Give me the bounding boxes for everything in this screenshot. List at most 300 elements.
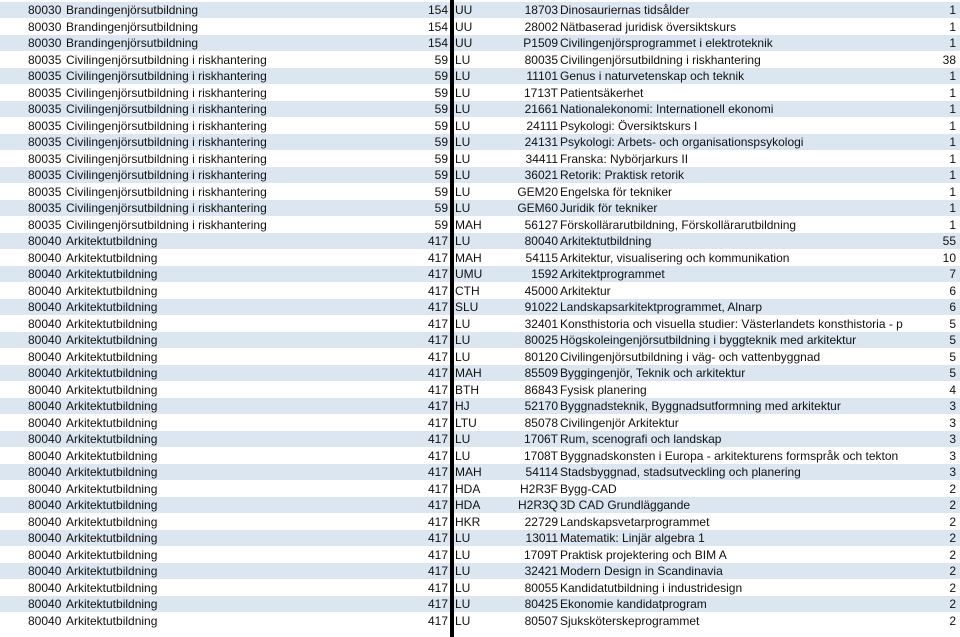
count-cell: 2 <box>949 481 956 496</box>
university-cell: LU <box>455 333 471 347</box>
program-name-cell: Arkitektutbildning <box>66 564 158 578</box>
program-code-cell: 80035 <box>28 168 62 182</box>
table-row <box>0 151 960 167</box>
program-name-cell: Arkitektutbildning <box>66 234 158 248</box>
program-name-cell: Civilingenjörsutbildning i riskhantering <box>66 135 267 149</box>
table-row <box>0 299 960 315</box>
program-total-cell: 417 <box>427 349 448 364</box>
course-name-cell: Fysisk planering <box>560 382 647 397</box>
table-row <box>0 52 960 68</box>
program-total-cell: 417 <box>427 448 448 463</box>
course-code-cell: 22729 <box>524 514 558 529</box>
program-name-cell: Arkitektutbildning <box>66 481 158 496</box>
table-row <box>0 2 960 18</box>
course-name-cell: Högskoleingenjörsutbildning i byggteknik med arkitektur <box>560 333 857 347</box>
program-code-cell: 80035 <box>28 118 62 133</box>
course-name-cell: Retorik: Praktisk retorik <box>560 168 685 182</box>
university-cell: LU <box>455 168 471 182</box>
university-cell: LU <box>455 102 471 116</box>
program-total-cell: 417 <box>427 531 448 545</box>
course-name-cell: Sjuksköterskeprogrammet <box>560 613 700 628</box>
count-cell: 7 <box>949 267 956 281</box>
count-cell: 2 <box>949 514 956 529</box>
program-name-cell: Arkitektutbildning <box>66 547 158 562</box>
program-total-cell: 417 <box>427 498 448 512</box>
course-code-cell: 1708T <box>523 448 558 463</box>
course-code-cell: H2R3Q <box>517 498 558 512</box>
program-code-cell: 80040 <box>28 234 62 248</box>
university-cell: LU <box>455 69 471 83</box>
program-name-cell: Civilingenjörsutbildning i riskhantering <box>66 69 267 83</box>
program-name-cell: Arkitektutbildning <box>66 382 158 397</box>
program-total-cell: 59 <box>434 217 448 232</box>
table-row <box>0 415 960 431</box>
count-cell: 1 <box>949 201 956 215</box>
table-row <box>0 35 960 51</box>
program-code-cell: 80035 <box>28 151 62 166</box>
table-row <box>0 233 960 249</box>
program-code-cell: 80040 <box>28 432 62 446</box>
program-total-cell: 417 <box>427 382 448 397</box>
table-row <box>0 167 960 183</box>
table-row <box>0 134 960 150</box>
table-row <box>0 563 960 579</box>
program-total-cell: 417 <box>427 547 448 562</box>
course-code-cell: 52170 <box>524 399 558 413</box>
university-cell: LU <box>455 118 471 133</box>
table-row <box>0 68 960 84</box>
program-code-cell: 80040 <box>28 250 62 265</box>
course-name-cell: Psykologi: Arbets- och organisationspsykologi <box>560 135 804 149</box>
course-code-cell: 80055 <box>524 580 558 595</box>
program-total-cell: 417 <box>427 481 448 496</box>
count-cell: 3 <box>949 432 956 446</box>
table-row <box>0 382 960 398</box>
program-total-cell: 417 <box>427 432 448 446</box>
program-code-cell: 80040 <box>28 498 62 512</box>
university-cell: LU <box>455 151 471 166</box>
program-code-cell: 80030 <box>28 36 62 50</box>
course-name-cell: Civilingenjörsutbildning i riskhantering <box>560 52 761 67</box>
program-total-cell: 417 <box>427 333 448 347</box>
university-cell: LU <box>455 201 471 215</box>
table-row <box>0 349 960 365</box>
count-cell: 5 <box>949 366 956 380</box>
program-name-cell: Arkitektutbildning <box>66 531 158 545</box>
program-name-cell: Arkitektutbildning <box>66 283 158 298</box>
program-code-cell: 80040 <box>28 333 62 347</box>
program-name-cell: Brandingenjörsutbildning <box>66 36 199 50</box>
program-name-cell: Civilingenjörsutbildning i riskhantering <box>66 184 267 199</box>
course-name-cell: Byggingenjör, Teknik och arkitektur <box>560 366 746 380</box>
count-cell: 2 <box>949 498 956 512</box>
table-row <box>0 118 960 134</box>
count-cell: 2 <box>949 564 956 578</box>
table-row <box>0 266 960 282</box>
table-row <box>0 398 960 414</box>
course-name-cell: Modern Design in Scandinavia <box>560 564 723 578</box>
university-cell: SLU <box>455 300 479 314</box>
program-name-cell: Civilingenjörsutbildning i riskhantering <box>66 201 267 215</box>
course-name-cell: Stadsbyggnad, stadsutveckling och planering <box>560 465 801 479</box>
program-code-cell: 80035 <box>28 102 62 116</box>
university-cell: LU <box>455 52 471 67</box>
program-name-cell: Arkitektutbildning <box>66 613 158 628</box>
program-name-cell: Arkitektutbildning <box>66 415 158 430</box>
program-code-cell: 80030 <box>28 3 62 17</box>
count-cell: 3 <box>949 465 956 479</box>
program-name-cell: Arkitektutbildning <box>66 580 158 595</box>
course-code-cell: 24131 <box>524 135 558 149</box>
program-code-cell: 80035 <box>28 69 62 83</box>
university-cell: UMU <box>455 267 483 281</box>
course-code-cell: H2R3F <box>519 481 558 496</box>
count-cell: 5 <box>949 333 956 347</box>
count-cell: 2 <box>949 613 956 628</box>
program-code-cell: 80040 <box>28 564 62 578</box>
table-row <box>0 101 960 117</box>
course-name-cell: Konsthistoria och visuella studier: Västerlandets konsthistoria - p <box>560 316 903 331</box>
program-total-cell: 417 <box>427 580 448 595</box>
program-code-cell: 80040 <box>28 465 62 479</box>
count-cell: 1 <box>949 184 956 199</box>
university-cell: HDA <box>455 481 481 496</box>
table-row <box>0 250 960 266</box>
program-name-cell: Arkitektutbildning <box>66 498 158 512</box>
program-name-cell: Arkitektutbildning <box>66 349 158 364</box>
program-name-cell: Civilingenjörsutbildning i riskhantering <box>66 151 267 166</box>
course-name-cell: Landskapsarkitektprogrammet, Alnarp <box>560 300 763 314</box>
table-row <box>0 547 960 563</box>
course-name-cell: Bygg-CAD <box>560 481 617 496</box>
university-cell: HKR <box>455 514 481 529</box>
program-code-cell: 80035 <box>28 217 62 232</box>
course-code-cell: GEM60 <box>517 201 558 215</box>
course-name-cell: Dinosauriernas tidsålder <box>560 3 690 17</box>
university-cell: LU <box>455 135 471 149</box>
course-code-cell: 80035 <box>524 52 558 67</box>
program-code-cell: 80040 <box>28 481 62 496</box>
program-name-cell: Arkitektutbildning <box>66 250 158 265</box>
program-name-cell: Civilingenjörsutbildning i riskhantering <box>66 168 267 182</box>
course-name-cell: Ekonomie kandidatprogram <box>560 597 707 611</box>
program-total-cell: 417 <box>427 234 448 248</box>
program-total-cell: 59 <box>434 102 448 116</box>
program-total-cell: 154 <box>427 36 448 50</box>
table-row <box>0 332 960 348</box>
table-row <box>0 580 960 596</box>
program-name-cell: Civilingenjörsutbildning i riskhantering <box>66 52 267 67</box>
program-name-cell: Brandingenjörsutbildning <box>66 3 199 17</box>
university-cell: LU <box>455 613 471 628</box>
count-cell: 4 <box>949 382 956 397</box>
program-code-cell: 80040 <box>28 349 62 364</box>
table-row <box>0 530 960 546</box>
university-cell: HJ <box>455 399 470 413</box>
university-cell: BTH <box>455 382 479 397</box>
program-total-cell: 417 <box>427 267 448 281</box>
program-name-cell: Brandingenjörsutbildning <box>66 19 199 34</box>
course-code-cell: 11101 <box>526 69 558 83</box>
count-cell: 3 <box>949 448 956 463</box>
course-code-cell: 80507 <box>524 613 558 628</box>
program-code-cell: 80035 <box>28 135 62 149</box>
course-name-cell: Civilingenjör Arkitektur <box>560 415 679 430</box>
course-code-cell: 32401 <box>524 316 558 331</box>
program-name-cell: Arkitektutbildning <box>66 366 158 380</box>
program-name-cell: Arkitektutbildning <box>66 514 158 529</box>
table-row <box>0 448 960 464</box>
program-total-cell: 154 <box>427 3 448 17</box>
program-name-cell: Civilingenjörsutbildning i riskhantering <box>66 217 267 232</box>
course-code-cell: 85078 <box>524 415 558 430</box>
university-cell: MAH <box>455 217 482 232</box>
table-row <box>0 283 960 299</box>
program-name-cell: Arkitektutbildning <box>66 399 158 413</box>
course-name-cell: Arkitektutbildning <box>560 234 652 248</box>
table-row <box>0 217 960 233</box>
count-cell: 10 <box>942 250 956 265</box>
program-total-cell: 417 <box>427 366 448 380</box>
table-row <box>0 184 960 200</box>
program-name-cell: Civilingenjörsutbildning i riskhantering <box>66 85 267 100</box>
course-code-cell: 36021 <box>524 168 558 182</box>
count-cell: 5 <box>949 316 956 331</box>
program-name-cell: Civilingenjörsutbildning i riskhantering <box>66 102 267 116</box>
program-code-cell: 80040 <box>28 597 62 611</box>
program-code-cell: 80035 <box>28 184 62 199</box>
program-name-cell: Arkitektutbildning <box>66 300 158 314</box>
program-code-cell: 80040 <box>28 580 62 595</box>
course-name-cell: Civilingenjörsutbildning i väg- och vattenbyggnad <box>560 349 821 364</box>
program-code-cell: 80040 <box>28 415 62 430</box>
course-code-cell: 80025 <box>524 333 558 347</box>
program-total-cell: 417 <box>427 465 448 479</box>
course-name-cell: Franska: Nybörjarkurs II <box>560 151 689 166</box>
table-row <box>0 596 960 612</box>
course-code-cell: 80425 <box>524 597 558 611</box>
course-name-cell: Arkitektprogrammet <box>560 267 665 281</box>
count-cell: 2 <box>949 580 956 595</box>
program-total-cell: 59 <box>434 151 448 166</box>
program-total-cell: 59 <box>434 69 448 83</box>
course-code-cell: 91022 <box>524 300 558 314</box>
university-cell: LU <box>455 547 471 562</box>
table-row <box>0 481 960 497</box>
program-total-cell: 417 <box>427 564 448 578</box>
course-code-cell: 1709T <box>523 547 558 562</box>
program-code-cell: 80040 <box>28 399 62 413</box>
table-row <box>0 19 960 35</box>
university-cell: MAH <box>455 366 482 380</box>
university-cell: HDA <box>455 498 481 512</box>
university-cell: CTH <box>455 283 480 298</box>
course-code-cell: 24111 <box>526 118 558 133</box>
count-cell: 1 <box>949 102 956 116</box>
program-total-cell: 417 <box>427 283 448 298</box>
university-cell: LU <box>455 432 471 446</box>
table-row <box>0 85 960 101</box>
program-name-cell: Arkitektutbildning <box>66 267 158 281</box>
program-name-cell: Arkitektutbildning <box>66 448 158 463</box>
course-name-cell: Psykologi: Översiktskurs I <box>560 118 698 133</box>
count-cell: 3 <box>949 415 956 430</box>
table-row <box>0 200 960 216</box>
program-code-cell: 80040 <box>28 448 62 463</box>
count-cell: 2 <box>949 547 956 562</box>
count-cell: 1 <box>949 69 956 83</box>
course-name-cell: Engelska för tekniker <box>560 184 673 199</box>
count-cell: 1 <box>949 19 956 34</box>
count-cell: 6 <box>949 283 956 298</box>
program-name-cell: Arkitektutbildning <box>66 432 158 446</box>
program-total-cell: 417 <box>427 250 448 265</box>
program-code-cell: 80040 <box>28 547 62 562</box>
count-cell: 5 <box>949 349 956 364</box>
program-code-cell: 80040 <box>28 366 62 380</box>
count-cell: 38 <box>942 52 956 67</box>
course-name-cell: 3D CAD Grundläggande <box>560 498 691 512</box>
course-name-cell: Förskollärarutbildning, Förskollärarutbildning <box>560 217 797 232</box>
count-cell: 1 <box>949 3 956 17</box>
course-code-cell: 32421 <box>524 564 558 578</box>
program-code-cell: 80040 <box>28 531 62 545</box>
program-total-cell: 417 <box>427 613 448 628</box>
course-name-cell: Arkitektur <box>560 283 611 298</box>
program-code-cell: 80040 <box>28 316 62 331</box>
course-name-cell: Juridik för tekniker <box>560 201 658 215</box>
count-cell: 2 <box>949 531 956 545</box>
program-name-cell: Arkitektutbildning <box>66 597 158 611</box>
program-code-cell: 80035 <box>28 52 62 67</box>
course-code-cell: 80120 <box>524 349 558 364</box>
course-name-cell: Genus i naturvetenskap och teknik <box>560 69 745 83</box>
count-cell: 55 <box>942 234 956 248</box>
university-cell: UU <box>455 19 473 34</box>
university-cell: UU <box>455 3 473 17</box>
course-name-cell: Nätbaserad juridisk översiktskurs <box>560 19 737 34</box>
count-cell: 6 <box>949 300 956 314</box>
university-cell: LU <box>455 448 471 463</box>
program-total-cell: 59 <box>434 184 448 199</box>
program-code-cell: 80030 <box>28 19 62 34</box>
program-total-cell: 59 <box>434 85 448 100</box>
count-cell: 1 <box>949 168 956 182</box>
program-code-cell: 80035 <box>28 85 62 100</box>
university-cell: MAH <box>455 250 482 265</box>
course-code-cell: 1713T <box>523 85 558 100</box>
course-code-cell: 80040 <box>524 234 558 248</box>
count-cell: 1 <box>949 36 956 50</box>
program-total-cell: 417 <box>427 514 448 529</box>
university-cell: UU <box>455 36 473 50</box>
university-cell: LU <box>455 564 471 578</box>
program-total-cell: 417 <box>427 415 448 430</box>
university-cell: LU <box>455 349 471 364</box>
university-cell: LU <box>455 531 471 545</box>
course-code-cell: 34411 <box>525 151 558 166</box>
course-code-cell: 56127 <box>524 217 558 232</box>
program-code-cell: 80035 <box>28 201 62 215</box>
table-row <box>0 365 960 381</box>
count-cell: 1 <box>949 135 956 149</box>
course-code-cell: 21661 <box>524 102 558 116</box>
table-row <box>0 613 960 629</box>
table-row <box>0 497 960 513</box>
course-name-cell: Arkitektur, visualisering och kommunikation <box>560 250 790 265</box>
table-row <box>0 464 960 480</box>
course-code-cell: 54114 <box>525 465 558 479</box>
program-code-cell: 80040 <box>28 613 62 628</box>
university-cell: LU <box>455 234 471 248</box>
university-cell: LU <box>455 597 471 611</box>
course-name-cell: Praktisk projektering och BIM A <box>560 547 727 562</box>
university-cell: LU <box>455 184 471 199</box>
course-code-cell: 1592 <box>531 267 558 281</box>
program-total-cell: 59 <box>434 135 448 149</box>
university-cell: MAH <box>455 465 482 479</box>
course-code-cell: 54115 <box>525 250 558 265</box>
program-code-cell: 80040 <box>28 382 62 397</box>
count-cell: 3 <box>949 399 956 413</box>
course-code-cell: GEM20 <box>517 184 558 199</box>
course-name-cell: Byggnadsteknik, Byggnadsutformning med arkitektur <box>560 399 841 413</box>
university-cell: LU <box>455 85 471 100</box>
table-row <box>0 514 960 530</box>
course-name-cell: Nationalekonomi: Internationell ekonomi <box>560 102 774 116</box>
count-cell: 1 <box>949 217 956 232</box>
column-divider <box>450 0 454 637</box>
course-code-cell: 28002 <box>524 19 558 34</box>
course-name-cell: Rum, scenografi och landskap <box>560 432 722 446</box>
course-name-cell: Matematik: Linjär algebra 1 <box>560 531 705 545</box>
university-cell: LU <box>455 580 471 595</box>
course-code-cell: 45000 <box>524 283 558 298</box>
table-row <box>0 431 960 447</box>
count-cell: 1 <box>949 151 956 166</box>
program-name-cell: Civilingenjörsutbildning i riskhantering <box>66 118 267 133</box>
university-cell: LTU <box>455 415 477 430</box>
program-total-cell: 417 <box>427 399 448 413</box>
program-code-cell: 80040 <box>28 514 62 529</box>
program-code-cell: 80040 <box>28 300 62 314</box>
course-code-cell: 86843 <box>524 382 558 397</box>
program-total-cell: 417 <box>427 316 448 331</box>
count-cell: 1 <box>949 85 956 100</box>
course-code-cell: 85509 <box>524 366 558 380</box>
program-total-cell: 59 <box>434 52 448 67</box>
program-total-cell: 59 <box>434 118 448 133</box>
program-total-cell: 417 <box>427 597 448 611</box>
course-code-cell: 1706T <box>523 432 558 446</box>
course-code-cell: 18703 <box>524 3 558 17</box>
program-code-cell: 80040 <box>28 267 62 281</box>
count-cell: 2 <box>949 597 956 611</box>
course-code-cell: P1509 <box>523 36 558 50</box>
program-name-cell: Arkitektutbildning <box>66 316 158 331</box>
course-name-cell: Landskapsvetarprogrammet <box>560 514 710 529</box>
course-name-cell: Patientsäkerhet <box>560 85 644 100</box>
program-code-cell: 80040 <box>28 283 62 298</box>
course-code-cell: 13011 <box>525 531 558 545</box>
count-cell: 1 <box>949 118 956 133</box>
program-total-cell: 59 <box>434 201 448 215</box>
course-name-cell: Byggnadskonsten i Europa - arkitekturens formspråk och tekton <box>560 448 899 463</box>
course-name-cell: Kandidatutbildning i industridesign <box>560 580 743 595</box>
program-total-cell: 154 <box>427 19 448 34</box>
program-name-cell: Arkitektutbildning <box>66 333 158 347</box>
university-cell: LU <box>455 316 471 331</box>
